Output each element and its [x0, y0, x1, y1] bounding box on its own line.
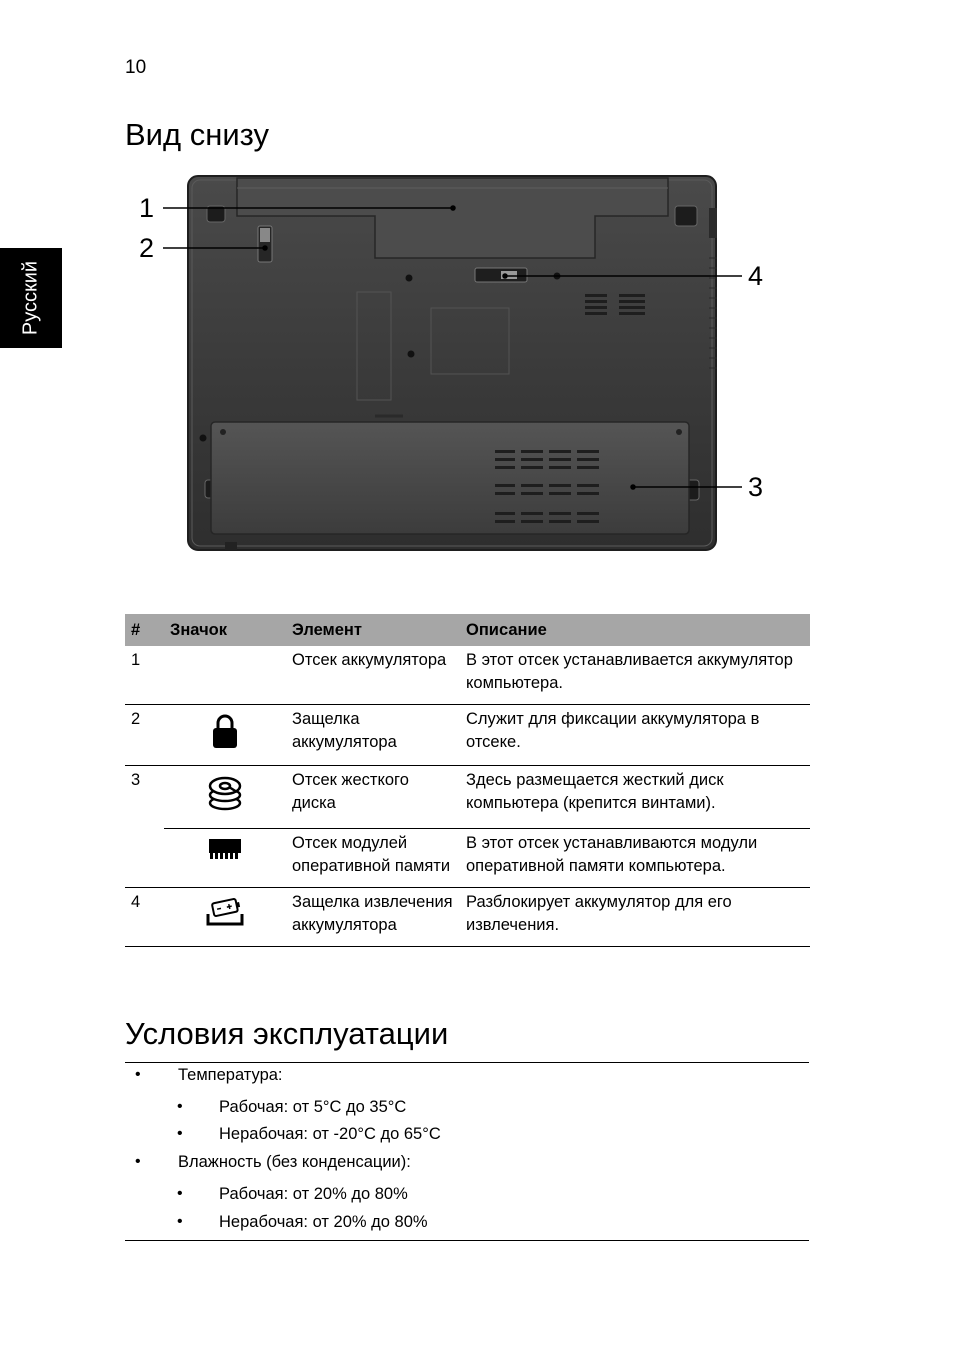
header-number: #	[125, 614, 164, 646]
row-element: Отсек жесткого диска	[286, 766, 460, 829]
callout-4: 4	[748, 261, 764, 291]
section-rule-top	[125, 1062, 809, 1063]
row-element: Отсек аккумулятора	[286, 646, 460, 705]
laptop-bottom-illustration	[125, 168, 809, 563]
lock-icon	[210, 713, 240, 749]
bullet: •	[177, 1098, 183, 1115]
header-description: Описание	[460, 614, 810, 646]
row-element: Защелка извлечения аккумулятора	[286, 888, 460, 947]
temp-nonoperating: Нерабочая: от -20°C до 65°C	[219, 1125, 441, 1143]
memory-module-icon	[207, 837, 243, 863]
row-description: Здесь размещается жесткий диск компьютера (крепится винтами).	[460, 766, 810, 829]
row-element: Отсек модулей оперативной памяти	[286, 829, 460, 888]
row-icon-cell	[164, 888, 286, 947]
bullet: •	[177, 1125, 183, 1142]
row-description: В этот отсек устанавливается аккумулятор компьютера.	[460, 646, 810, 705]
row-icon-cell	[164, 829, 286, 888]
temperature-label: Температура:	[178, 1066, 283, 1084]
header-icon: Значок	[164, 614, 286, 646]
hard-disk-icon	[207, 774, 243, 812]
components-table	[125, 614, 810, 947]
row-number: 4	[125, 888, 164, 947]
row-description: В этот отсек устанавливаются модули оперативной памяти компьютера.	[460, 829, 810, 888]
bullet: •	[177, 1213, 183, 1230]
table-row	[125, 888, 810, 947]
row-number: 1	[125, 646, 164, 705]
section-title-environment: Условия эксплуатации	[125, 1016, 449, 1051]
bullet: •	[135, 1153, 141, 1170]
bullet: •	[135, 1066, 141, 1083]
hum-nonoperating: Нерабочая: от 20% до 80%	[219, 1213, 428, 1231]
bullet: •	[177, 1185, 183, 1202]
language-side-tab	[0, 248, 62, 348]
table-row	[125, 829, 810, 888]
table-row	[125, 766, 810, 829]
battery-release-icon	[205, 896, 245, 928]
row-number: 3	[125, 766, 164, 888]
page-number: 10	[125, 57, 147, 78]
row-description: Разблокирует аккумулятор для его извлечения.	[460, 888, 810, 947]
row-icon-empty	[164, 646, 286, 705]
callout-3: 3	[748, 472, 764, 502]
hum-operating: Рабочая: от 20% до 80%	[219, 1185, 408, 1203]
humidity-label: Влажность (без конденсации):	[178, 1153, 411, 1171]
row-description: Служит для фиксации аккумулятора в отсеке.	[460, 705, 810, 766]
header-element: Элемент	[286, 614, 460, 646]
row-number: 2	[125, 705, 164, 766]
row-element: Защелка аккумулятора	[286, 705, 460, 766]
section-title-bottom-view: Вид снизу	[125, 117, 269, 152]
language-side-tab-label: Русский	[19, 260, 42, 336]
row-icon-cell	[164, 766, 286, 829]
table-header-row	[125, 614, 810, 646]
laptop-bottom-figure	[125, 168, 809, 563]
table-row	[125, 705, 810, 766]
callout-1: 1	[139, 193, 155, 223]
table-row	[125, 646, 810, 705]
row-icon-cell	[164, 705, 286, 766]
callout-2: 2	[139, 233, 155, 263]
temp-operating: Рабочая: от 5°C до 35°C	[219, 1098, 407, 1116]
section-rule-bottom	[125, 1240, 809, 1241]
